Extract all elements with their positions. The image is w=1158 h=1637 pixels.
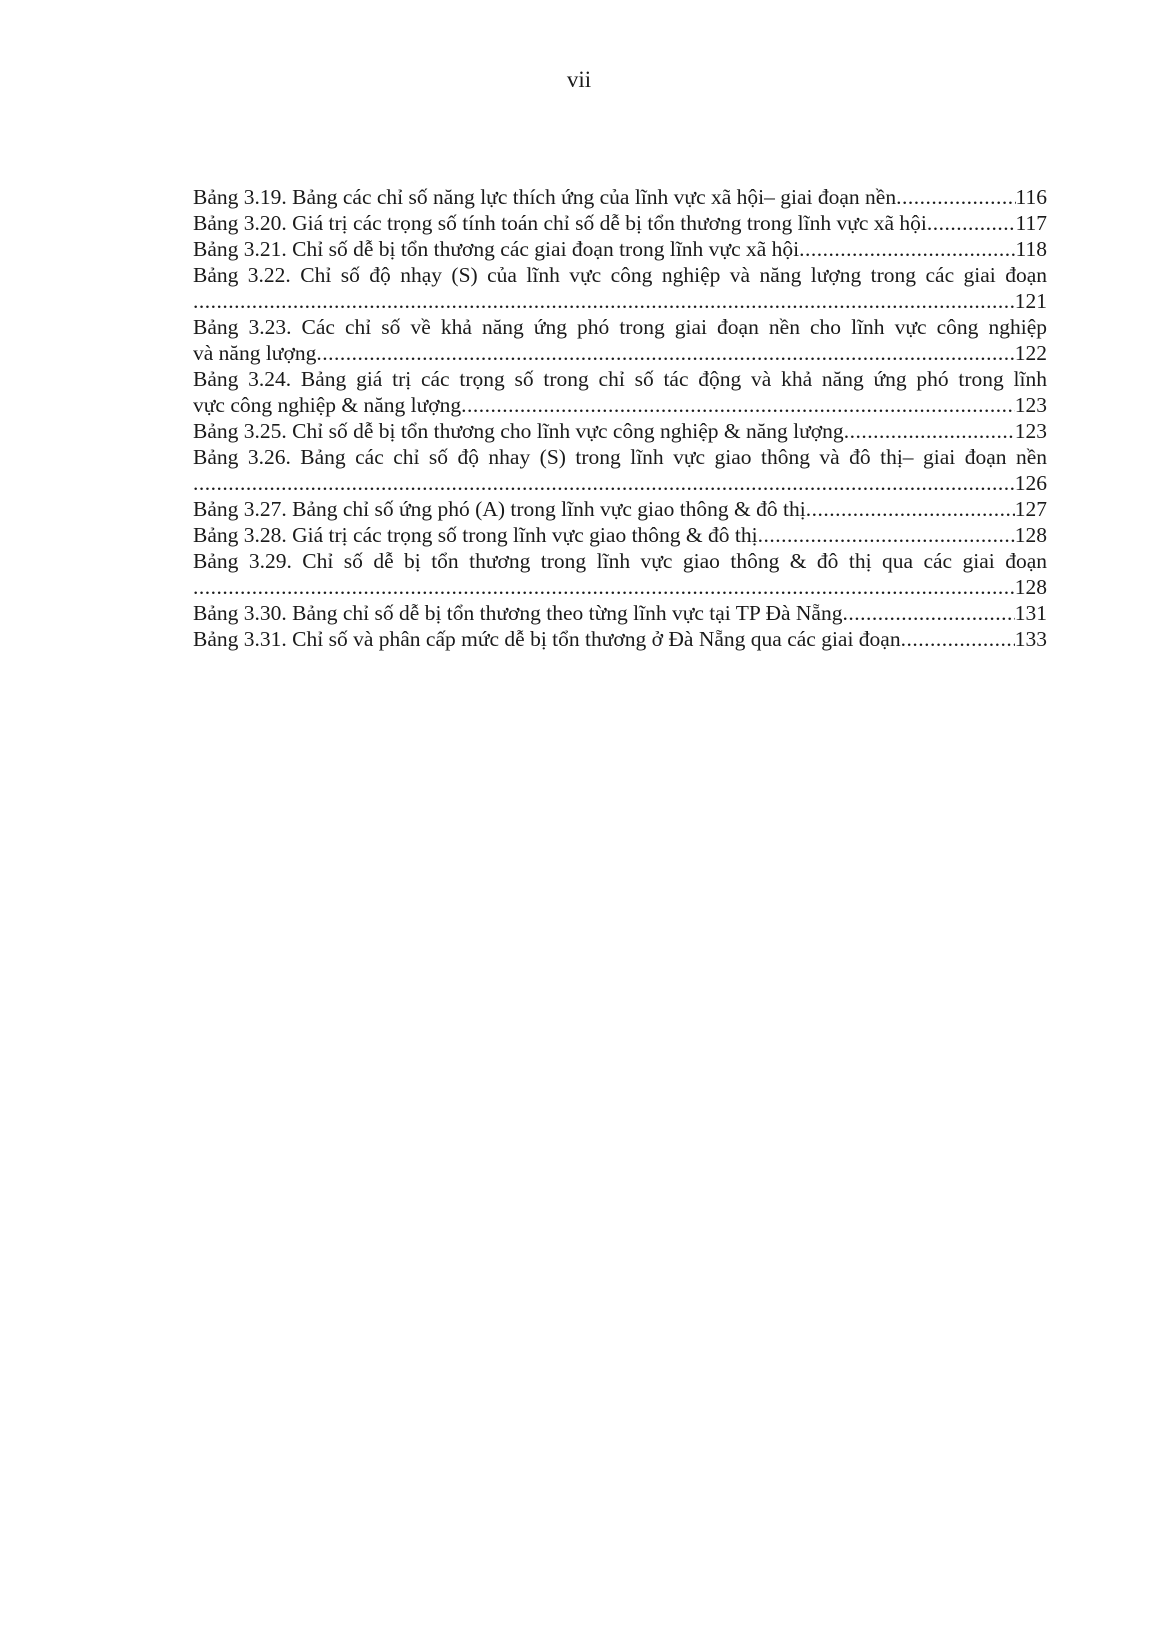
toc-entry-leader-line — [193, 210, 1047, 236]
toc-entry-title: vực công nghiệp & năng lượng — [193, 393, 462, 417]
toc-entry-leader-line — [193, 600, 1047, 626]
toc-entry-leader-line — [193, 184, 1047, 210]
toc-entry[interactable] — [193, 496, 1047, 522]
toc-entry-title: Bảng 3.31. Chỉ số và phân cấp mức dễ bị tổn thương ở Đà Nẵng qua các giai đoạn — [193, 627, 901, 651]
toc-entry[interactable] — [193, 314, 1047, 366]
toc-entry-page-number: 117 — [1015, 211, 1047, 235]
dot-leader — [842, 600, 1014, 626]
toc-entry-leader-line — [193, 392, 1047, 418]
toc-entry-title: Bảng 3.20. Giá trị các trọng số tính toán chỉ số dễ bị tổn thương trong lĩnh vực xã hội — [193, 211, 927, 235]
toc-entry-leader-line — [193, 496, 1047, 522]
dot-leader — [758, 522, 1015, 548]
page-number: vii — [566, 67, 592, 92]
toc-entry-page-number: 123 — [1014, 419, 1047, 443]
toc-entry-title-line: Bảng 3.26. Bảng các chỉ số độ nhay (S) trong lĩnh vực giao thông và đô thị– giai đoạn nền — [193, 445, 1047, 469]
toc-entry-title: Bảng 3.27. Bảng chỉ số ứng phó (A) trong lĩnh vực giao thông & đô thị — [193, 497, 806, 521]
toc-entry-page-number: 123 — [1014, 393, 1047, 417]
toc-entry-page-number: 116 — [1015, 185, 1047, 209]
toc-entry-title-line: Bảng 3.22. Chỉ số độ nhạy (S) của lĩnh vực công nghiệp và năng lượng trong các giai đoạn — [193, 263, 1047, 287]
toc-entry-title: và năng lượng — [193, 341, 317, 365]
dot-leader — [844, 418, 1015, 444]
toc-entry-page-number: 126 — [1014, 471, 1047, 495]
dot-leader — [806, 496, 1015, 522]
toc-entry[interactable] — [193, 418, 1047, 444]
toc-entry-title-line: Bảng 3.23. Các chỉ số về khả năng ứng phó trong giai đoạn nền cho lĩnh vực công nghiệp — [193, 315, 1047, 339]
toc-entry[interactable] — [193, 236, 1047, 262]
toc-entry[interactable] — [193, 600, 1047, 626]
toc-entry[interactable] — [193, 366, 1047, 418]
toc-entry-title: Bảng 3.21. Chỉ số dễ bị tổn thương các giai đoạn trong lĩnh vực xã hội — [193, 237, 800, 261]
toc-entry-page-number: 128 — [1014, 523, 1047, 547]
dot-leader — [799, 236, 1015, 262]
toc-entry[interactable] — [193, 548, 1047, 600]
dot-leader — [193, 574, 1015, 600]
toc-entry-page-number: 122 — [1014, 341, 1047, 365]
toc-entry[interactable] — [193, 444, 1047, 496]
toc-entry[interactable] — [193, 262, 1047, 314]
toc-entry-leader-line — [193, 418, 1047, 444]
toc-entry-leader-line — [193, 288, 1047, 314]
toc-entry-leader-line — [193, 522, 1047, 548]
toc-entry-page-number: 118 — [1015, 237, 1047, 261]
toc-entry-page-number: 121 — [1014, 289, 1047, 313]
dot-leader — [461, 392, 1015, 418]
toc-entry-page-number: 128 — [1014, 575, 1047, 599]
toc-entry-leader-line — [193, 574, 1047, 600]
toc-entry-title: Bảng 3.28. Giá trị các trọng số trong lĩnh vực giao thông & đô thị — [193, 523, 758, 547]
toc-entry-title-line: Bảng 3.29. Chỉ số dễ bị tổn thương trong lĩnh vực giao thông & đô thị qua các giai đoạn — [193, 549, 1047, 573]
toc-entry-title: Bảng 3.30. Bảng chỉ số dễ bị tổn thương theo từng lĩnh vực tại TP Đà Nẵng — [193, 601, 843, 625]
toc-entry[interactable] — [193, 522, 1047, 548]
toc-entry[interactable] — [193, 210, 1047, 236]
table-of-contents — [193, 184, 1047, 652]
toc-entry-title: Bảng 3.25. Chỉ số dễ bị tổn thương cho lĩnh vực công nghiệp & năng lượng — [193, 419, 844, 443]
dot-leader — [896, 184, 1015, 210]
dot-leader — [193, 470, 1015, 496]
toc-entry-page-number: 133 — [1014, 627, 1047, 651]
toc-entry-leader-line — [193, 626, 1047, 652]
toc-entry-title: Bảng 3.19. Bảng các chỉ số năng lực thích ứng của lĩnh vực xã hội– giai đoạn nền — [193, 185, 897, 209]
toc-entry-page-number: 127 — [1014, 497, 1047, 521]
toc-entry[interactable] — [193, 184, 1047, 210]
toc-entry-leader-line — [193, 236, 1047, 262]
toc-entry[interactable] — [193, 626, 1047, 652]
toc-entry-page-number: 131 — [1014, 601, 1047, 625]
dot-leader — [901, 626, 1015, 652]
toc-entry-leader-line — [193, 470, 1047, 496]
dot-leader — [193, 288, 1015, 314]
dot-leader — [316, 340, 1014, 366]
toc-entry-leader-line — [193, 340, 1047, 366]
dot-leader — [927, 210, 1016, 236]
toc-entry-title-line: Bảng 3.24. Bảng giá trị các trọng số trong chỉ số tác động và khả năng ứng phó trong lĩnh — [193, 367, 1047, 391]
